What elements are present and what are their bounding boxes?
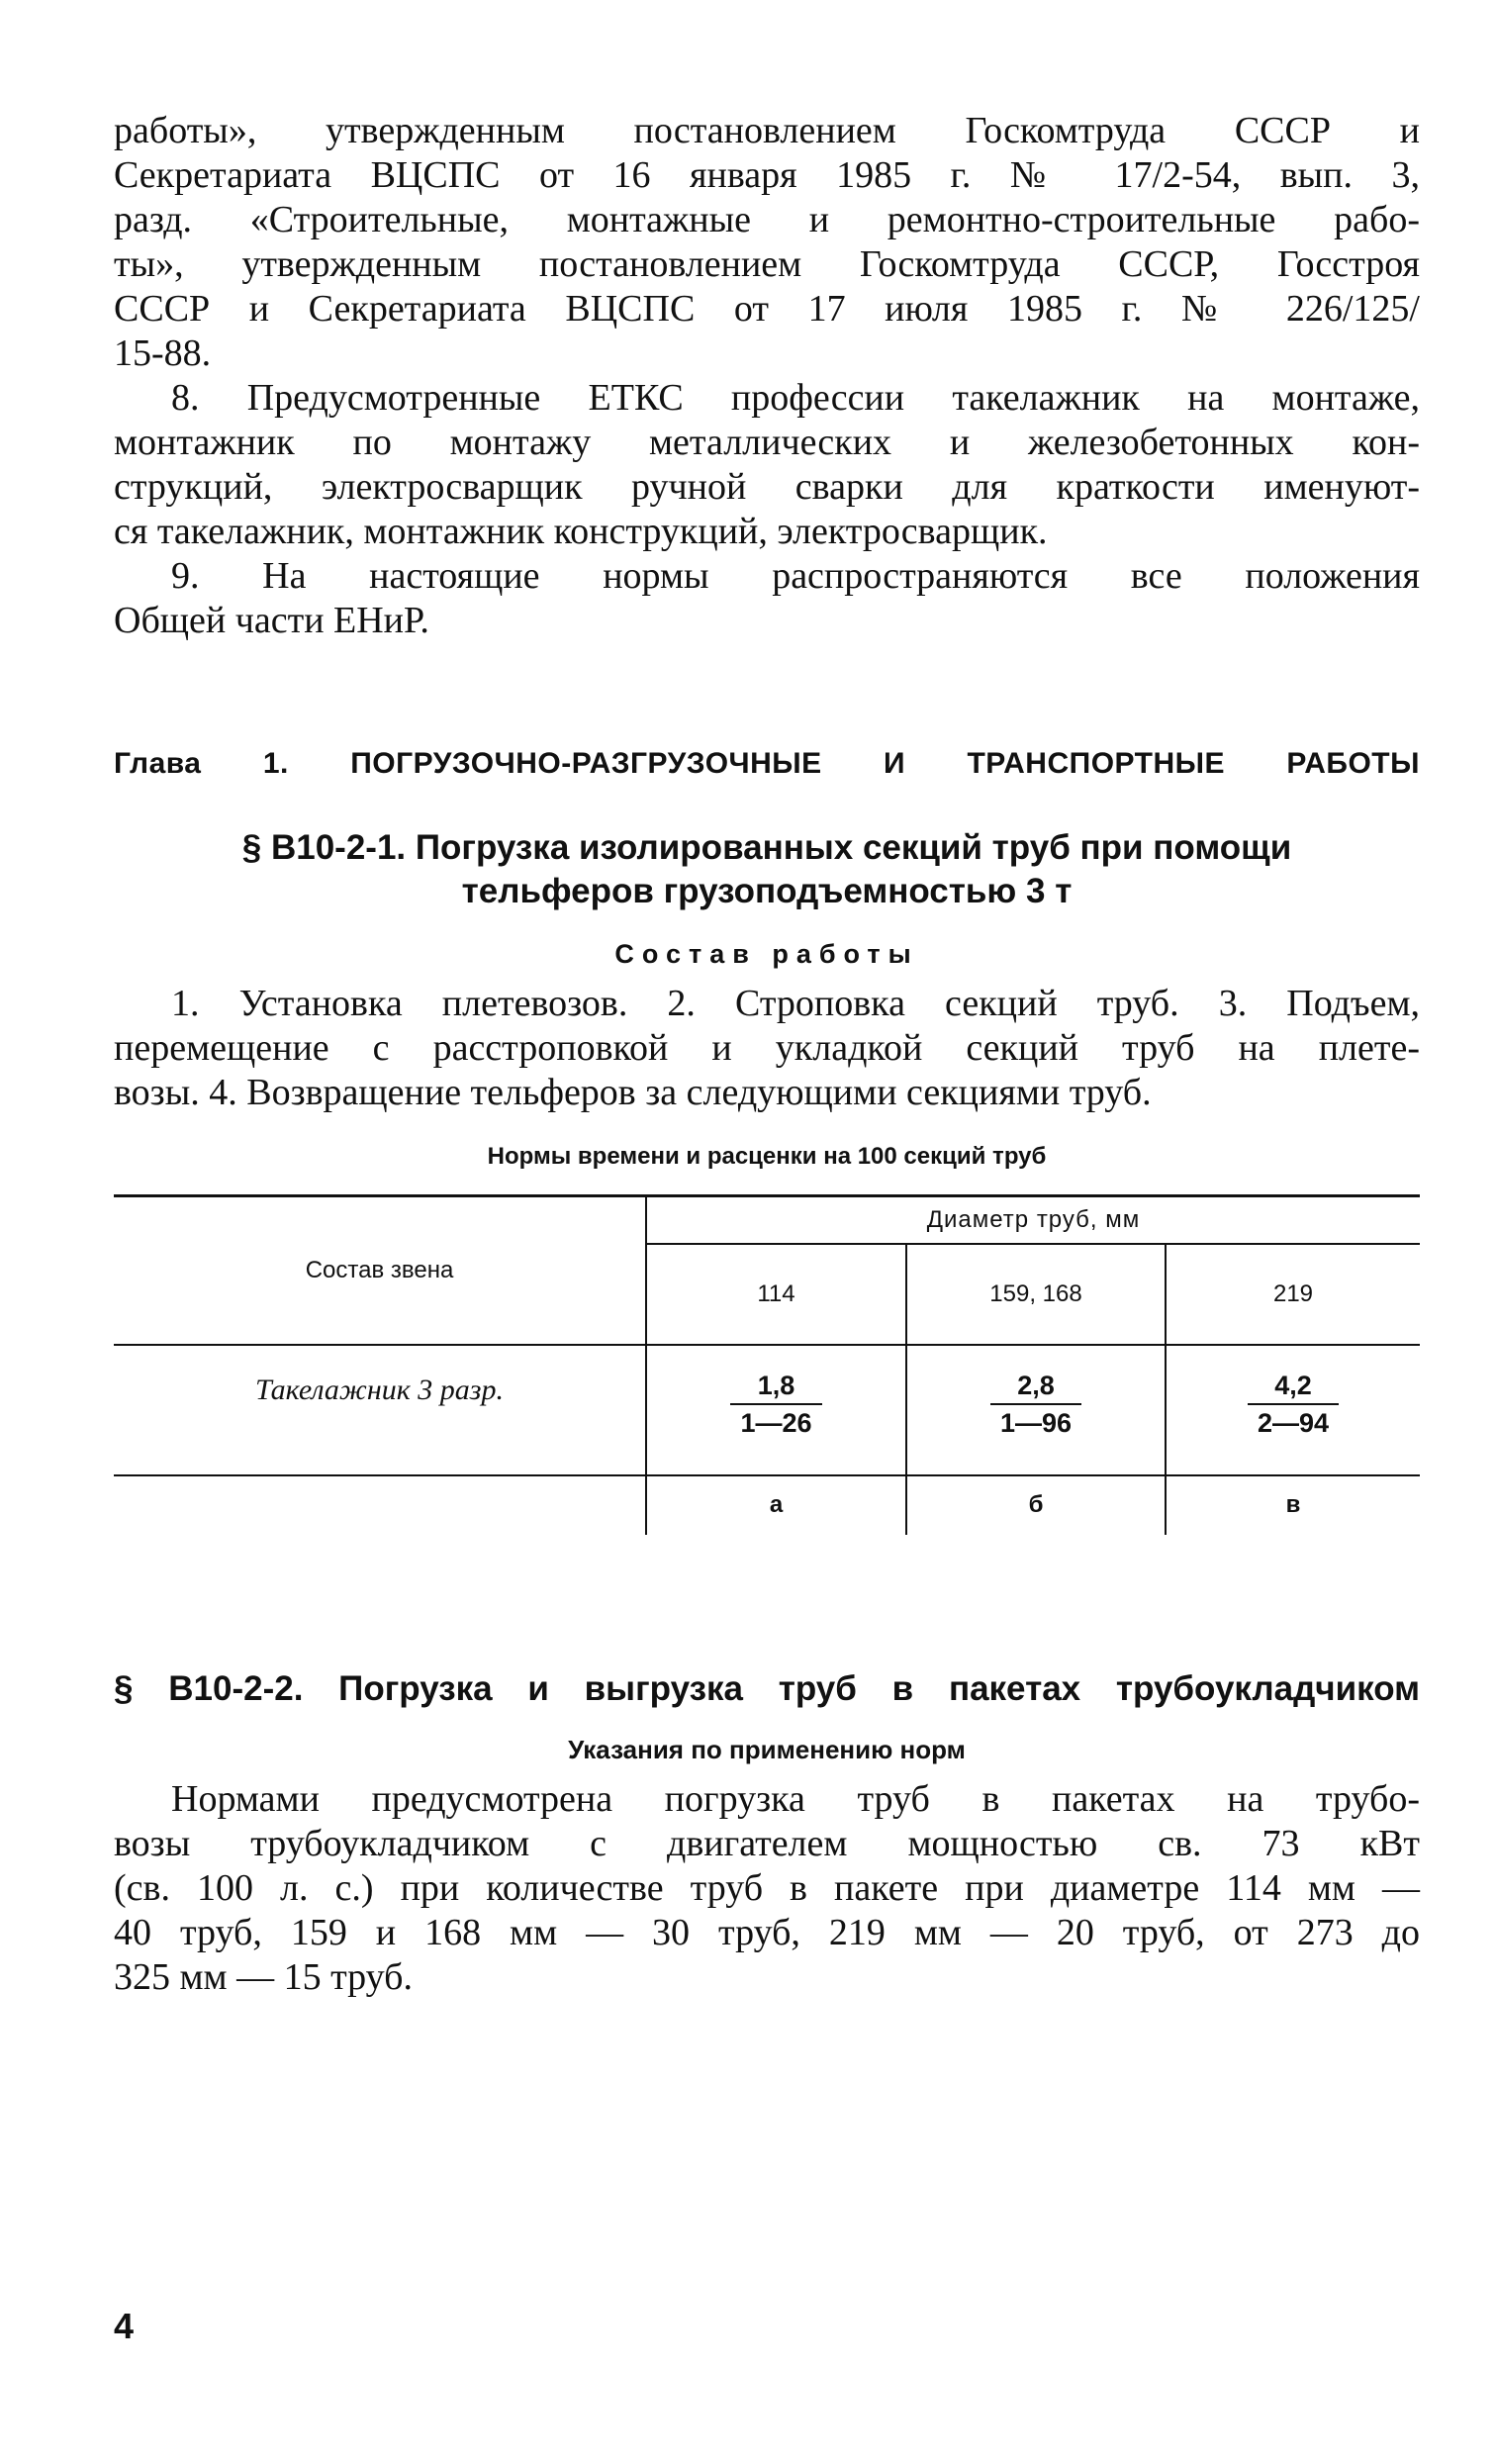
norm-cell [906,1345,1166,1475]
rate: 1—26 [740,1407,812,1438]
item-9-paragraph [114,554,1420,643]
section-1 [114,826,1420,1535]
crew-header-cell [114,1196,646,1345]
column-letter-cell [1166,1475,1420,1535]
row-label-cell [114,1345,646,1475]
item-8-line: струкций, электросварщик ручной сварки для краткости именуют- [114,466,1420,508]
time-norm: 1,8 [730,1368,821,1405]
row-label: Такелажник 3 разр. [255,1373,504,1406]
item-8-line: ся такелажник, монтажник конструкций, электросварщик. [114,511,1048,552]
norm-cell [646,1345,906,1475]
table-caption: Нормы времени и расценки на 100 секций труб [487,1143,1047,1170]
time-norm: 2,8 [990,1368,1081,1405]
page-number: 4 [114,2306,135,2346]
intro-line: ты», утвержденным постановлением Госкомтруда СССР, Госстроя [114,243,1420,285]
empty-cell [114,1475,646,1535]
rate: 2—94 [1257,1407,1330,1438]
section-2-line: Нормами предусмотрена погрузка труб в пакетах на трубо- [171,1778,1420,1820]
work-line: возы. 4. Возвращение тельферов за следующими секциями труб. [114,1072,1152,1113]
norm-cell [1166,1345,1420,1475]
intro-line: работы», утвержденным постановлением Госкомтруда СССР и [114,110,1420,151]
column-header: 159, 168 [989,1279,1082,1307]
column-letter: в [1285,1491,1301,1518]
work-line: перемещение с расстроповкой и укладкой секций труб на плете- [114,1027,1420,1069]
section-2-title: § В10-2-2. Погрузка и выгрузка труб в пакетах трубоукладчиком [114,1669,1420,1708]
column-letter-cell [646,1475,906,1535]
column-header-cell [906,1244,1166,1345]
item-8-line: монтажник по монтажу металлических и железобетонных кон- [114,422,1420,463]
diameter-header-cell [646,1196,1420,1244]
item-9-line: 9. На настоящие нормы распространяются все положения [171,555,1420,597]
norm-fraction [1248,1368,1339,1441]
column-letter: а [769,1491,784,1518]
usage-notes-heading: Указания по применению норм [568,1735,966,1764]
section-2-line: (св. 100 л. с.) при количестве труб в пакете при диаметре 114 мм — [114,1867,1420,1909]
rate: 1—96 [999,1407,1073,1438]
column-letter-cell [906,1475,1166,1535]
column-header-cell [1166,1244,1420,1345]
work-composition-heading: Состав работы [614,939,919,969]
section-1-title-line: § В10-2-1. Погрузка изолированных секций труб при помощи [241,828,1292,867]
intro-line: разд. «Строительные, монтажные и ремонтно-строительные рабо- [114,199,1420,240]
section-2-line: 325 мм — 15 труб. [114,1956,413,1998]
item-8-line: 8. Предусмотренные ЕТКС профессии такелажник на монтаже, [171,377,1420,419]
diameter-header: Диаметр труб, мм [926,1205,1141,1233]
norms-table [114,1194,1420,1535]
time-norm: 4,2 [1248,1368,1339,1405]
item-8-paragraph [114,376,1420,554]
chapter-heading: Глава 1. ПОГРУЗОЧНО-РАЗГРУЗОЧНЫЕ И ТРАНСПОРТНЫЕ РАБОТЫ [114,747,1420,780]
intro-line: Секретариата ВЦСПС от 16 января 1985 г. № 17/2-54, вып. 3, [114,154,1420,196]
norm-fraction [990,1368,1081,1441]
item-9-line: Общей части ЕНиР. [114,600,429,641]
table-row [114,1345,1420,1475]
column-header-cell [646,1244,906,1345]
crew-header: Состав звена [305,1256,454,1283]
section-1-title-line: тельферов грузоподъемностью 3 т [461,872,1073,910]
norm-fraction [730,1368,821,1441]
table-row [114,1475,1420,1535]
intro-line: 15-88. [114,332,212,374]
section-2-line: 40 труб, 159 и 168 мм — 30 труб, 219 мм — 20 труб, от 273 до [114,1912,1420,1953]
section-2 [114,1667,1420,2000]
intro-paragraph [114,109,1420,376]
intro-line: СССР и Секретариата ВЦСПС от 17 июля 1985 г. № 226/125/ [114,288,1420,330]
column-header: 114 [757,1279,795,1307]
work-line: 1. Установка плетевозов. 2. Строповка секций труб. 3. Подъем, [171,983,1420,1024]
section-2-line: возы трубоукладчиком с двигателем мощностью св. 73 кВт [114,1823,1420,1864]
column-header: 219 [1272,1279,1314,1307]
column-letter: б [1028,1491,1044,1518]
